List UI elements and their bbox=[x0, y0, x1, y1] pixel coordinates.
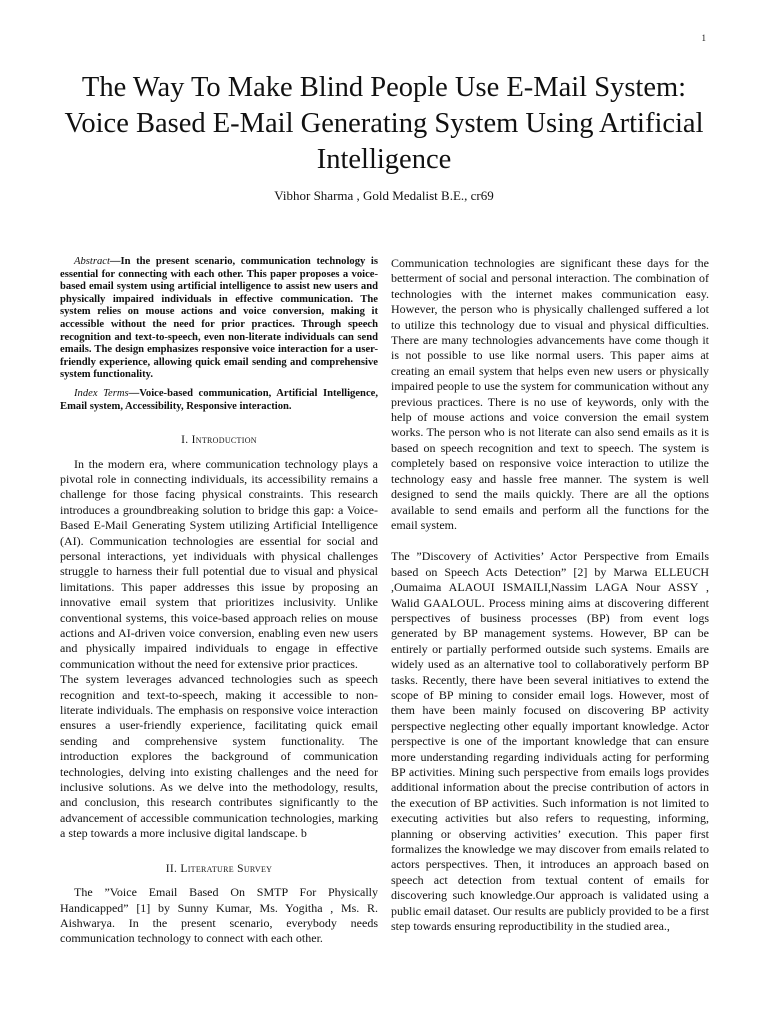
abstract-text: —In the present scenario, communication technology is essential for connecting with each other. This paper proposes a voice-based email system using artificial intelligence to assist new users and physically impaired individuals in effective communication. The system relies on mouse actions and voice conversion, making it accessible without the need for prior practices. Through speech recognition and text-to-speech, even non-literate individuals can send emails. The design emphasizes responsive voice interaction for a user-friendly experience, allowing quick email sending and comprehensive system functionality. bbox=[60, 256, 378, 381]
index-terms-label: Index Terms bbox=[74, 387, 129, 399]
section-heading-introduction bbox=[60, 433, 378, 448]
section-title: Literature Survey bbox=[180, 862, 273, 875]
lit-survey-paragraph-1: The ”Voice Email Based On SMTP For Physically Handicapped” [1] by Sunny Kumar, Ms. Yogitha , Ms. R. Aishwarya. In the present scenario, everybody needs communication technology to connect with each other. bbox=[60, 885, 378, 946]
page-number: 1 bbox=[701, 33, 706, 43]
index-terms-text: —Voice-based communication, Artificial Intelligence, Email system, Accessibility, Responsive interaction. bbox=[60, 387, 378, 412]
abstract-label: Abstract bbox=[74, 256, 110, 267]
section-title: Introduction bbox=[191, 434, 257, 447]
right-column bbox=[391, 256, 709, 934]
index-terms bbox=[60, 388, 378, 413]
right-paragraph-2: The ”Discovery of Activities’ Actor Perspective from Emails based on Speech Acts Detection” [2] by Marwa ELLEUCH ,Oumaima ALAOUI ISMAILI,Nassim LAGA Nour ASSY , Walid GAALOUL. Process mining aims at discovering different perspectives of business processes (BP) from event logs generated by BP management systems. However, BP can be entirely or partially performed outside such systems. Emails are widely used as an alternative tool to collaboratively perform BP tasks. Recently, there have been several initiatives to extend the scope of BP mining to consider email logs. However, most of them have been mainly focused on discovering BP activity perspective neglecting other equally important knowledge. Actor perspective is one of the important knowledge that can ensure more understanding regarding individuals acting for performing BP activities. Mining such perspective from emails logs provides additional information about the precise contribution of actors in the execution of BP activities. Such information is not limited to executing activities but also refers to requesting, informing, planning or observing activities’ execution. This paper first formalizes the knowledge we may discover from emails related to actors perspectives. Then, it introduces an approach based on speech act detection from textual content of emails for discovering such knowledge.Our approach is validated using a public email dataset. Our results are publicly provided to be a first step towards ensuring reproductibility in the studied area., bbox=[391, 549, 709, 934]
left-column bbox=[60, 256, 378, 947]
right-paragraph-1: Communication technologies are significant these days for the betterment of social and personal interaction. The combination of technologies with the internet makes communication easy. However, the person who is physically challenged suffered a lot to utilize this technology due to visual and physical difficulties. There are many technologies advancements have come though it is not possible to use like normal users. This paper aims at creating an email system that helps even new users or physically impaired people to use the system for communication without any previous practices. There is no use of keywords, only with the help of mouse actions and voice conversion the email system works. The person who is not literate can also send emails as it is based on speech recognition and text to speech. The system is completely based on responsive voice interaction to utilize the technology easy and hassle free manner. The system is well designed to send the mails quickly. There are all the options available to send emails and perform all the functions for the email system. bbox=[391, 256, 709, 532]
abstract bbox=[60, 256, 378, 382]
intro-paragraph-1: In the modern era, where communication technology plays a pivotal role in connecting individuals, its accessibility remains a challenge for those facing physical constraints. This research introduces a groundbreaking solution to bridge this gap: a Voice-Based E-Mail Generating System utilizing Artificial Intelligence (AI). Communication technologies are essential for social and personal interactions, yet individuals with physical challenges struggle to harness their full potential due to visual and physical limitations. This paper addresses this issue by proposing an innovative email system that prioritizes inclusivity. Unlike conventional systems, this voice-based approach relies on mouse actions and AI-driven voice conversion, enabling even new users and physically impaired individuals to engage in effective communication without the need for extensive prior practices. bbox=[60, 456, 378, 671]
section-numeral: II. bbox=[165, 862, 178, 875]
paper-title: The Way To Make Blind People Use E-Mail System: Voice Based E-Mail Generating System Using Artificial Intelligence bbox=[64, 72, 704, 175]
section-numeral: I. bbox=[181, 434, 189, 447]
section-heading-literature-survey bbox=[60, 862, 378, 877]
intro-paragraph-2: The system leverages advanced technologies such as speech recognition and text-to-speech, making it accessible to non-literate individuals. The emphasis on responsive voice interaction ensures a user-friendly experience, facilitating quick email sending and comprehensive system functionality. The introduction explores the background of communication technologies, delving into existing challenges and the need for inclusive solutions. As we delve into the methodology, results, and conclusion, this research contributes significantly to the advancement of accessible communication technologies, marking a step towards a more inclusive digital landscape. b bbox=[60, 672, 378, 841]
author-line: Vibhor Sharma , Gold Medalist B.E., cr69 bbox=[274, 188, 494, 203]
